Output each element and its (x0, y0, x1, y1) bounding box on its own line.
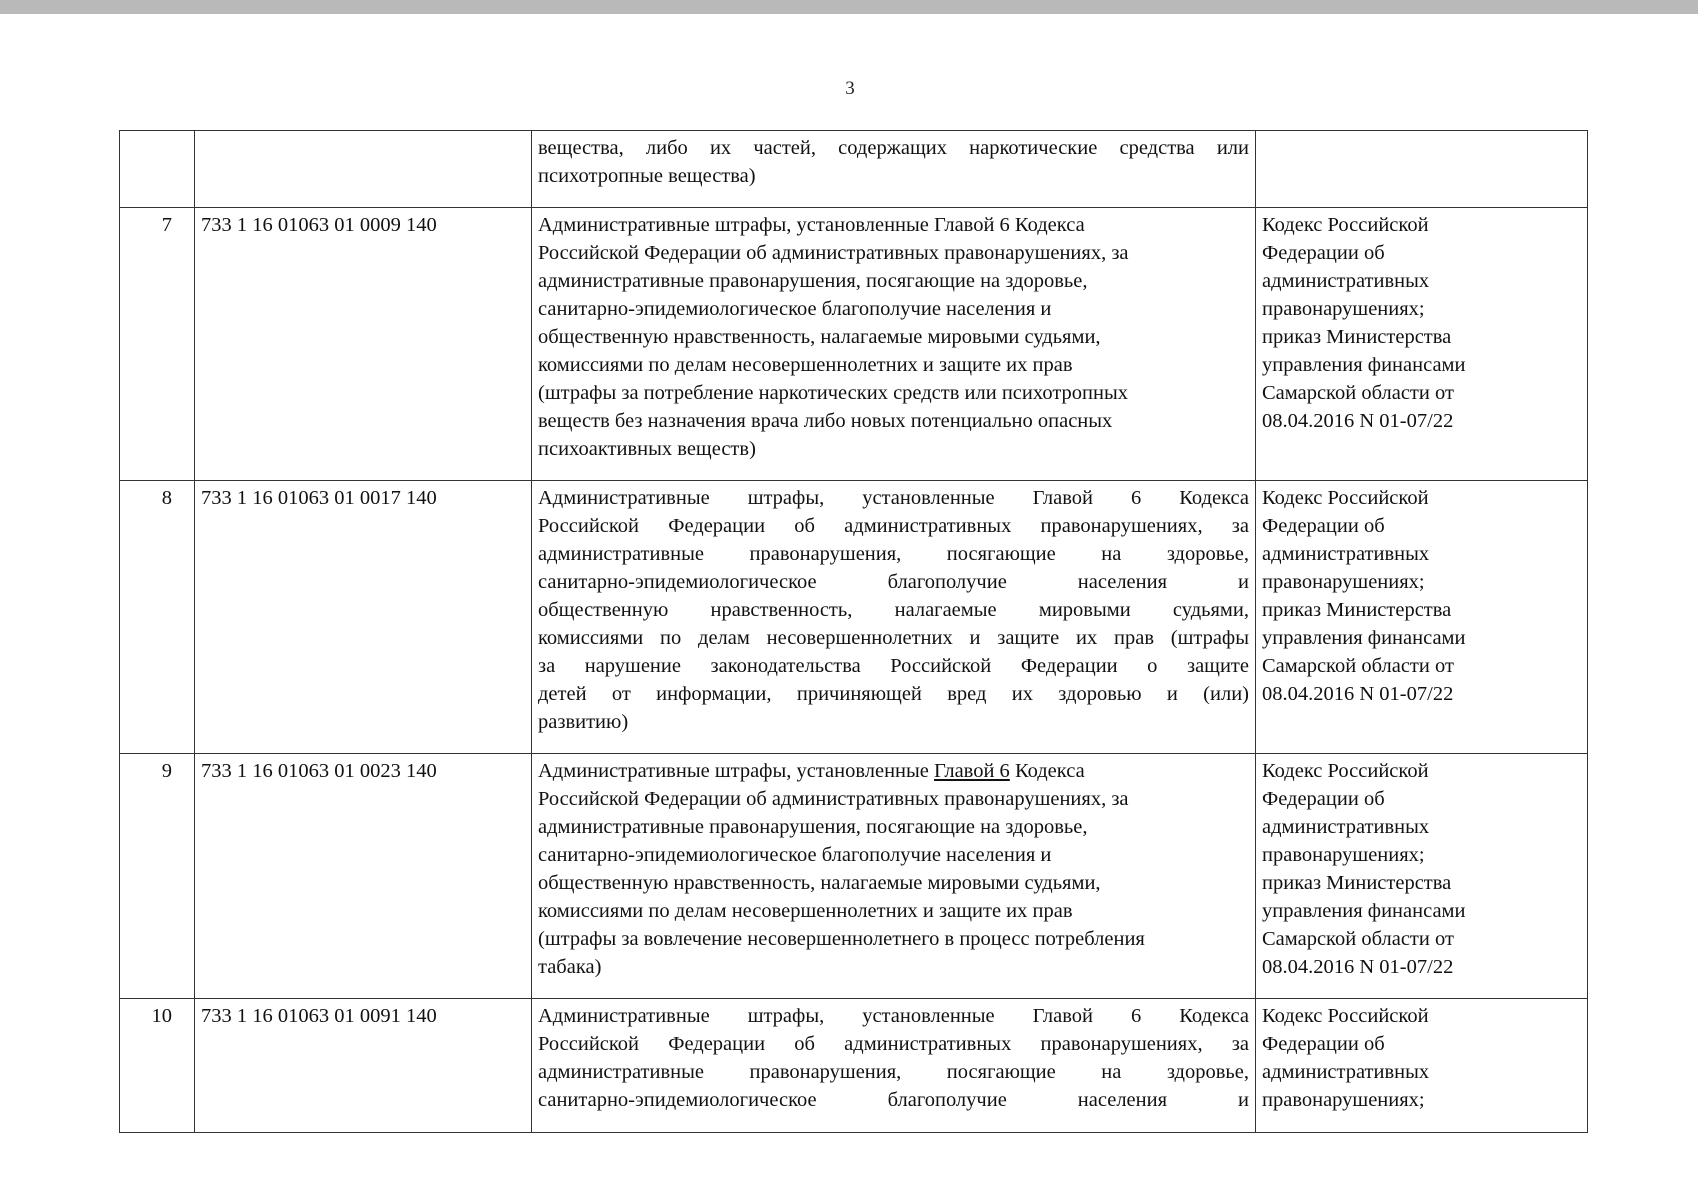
basis-line: 08.04.2016 N 01-07/22 (1262, 683, 1454, 705)
description-line: (штрафы за потребление наркотических средств или психотропных (538, 382, 1128, 404)
description-line: развитию) (538, 711, 629, 733)
table-row (120, 999, 1588, 1133)
description-text: Кодекса (1009, 760, 1085, 782)
description-line: административные правонарушения, посягающие на здоровье, (538, 543, 1249, 565)
description-line: комиссиями по делам несовершеннолетних и защите их прав (538, 900, 1073, 922)
description-cell (532, 131, 1256, 208)
basis-line: управления финансами (1262, 627, 1466, 649)
description-line: Административные штрафы, установленные Главой 6 Кодекса (538, 1005, 1249, 1027)
basis-cell (1256, 754, 1588, 999)
basis-line: 08.04.2016 N 01-07/22 (1262, 410, 1454, 432)
description-line: Российской Федерации об административных правонарушениях, за (538, 1033, 1249, 1055)
table-row (120, 481, 1588, 754)
description-line: (штрафы за вовлечение несовершеннолетнего в процесс потребления (538, 928, 1145, 950)
budget-code: 733 1 16 01063 01 0017 140 (195, 481, 532, 754)
basis-cell (1256, 999, 1588, 1133)
basis-line: правонарушениях; (1262, 298, 1425, 320)
row-number: 10 (120, 999, 195, 1133)
description-line: санитарно-эпидемиологическое благополучие населения и (538, 298, 1052, 320)
basis-line: административных (1262, 270, 1430, 292)
row-number: 8 (120, 481, 195, 754)
description-line: санитарно-эпидемиологическое благополучие населения и (538, 571, 1249, 593)
description-line: общественную нравственность, налагаемые мировыми судьями, (538, 872, 1101, 894)
table-row (120, 754, 1588, 999)
description-first-line (538, 757, 1249, 785)
description-line: Административные штрафы, установленные Главой 6 Кодекса (538, 487, 1249, 509)
basis-line: Самарской области от (1262, 655, 1454, 677)
description-cell (532, 999, 1256, 1133)
basis-line: 08.04.2016 N 01-07/22 (1262, 956, 1454, 978)
basis-line: Самарской области от (1262, 382, 1454, 404)
description-line: детей от информации, причиняющей вред их здоровью и (или) (538, 683, 1249, 705)
basis-line: приказ Министерства (1262, 599, 1452, 621)
description-line: комиссиями по делам несовершеннолетних и защите их прав (538, 354, 1073, 376)
description-line: психоактивных веществ) (538, 438, 756, 460)
basis-line: административных (1262, 543, 1430, 565)
page-number: 3 (845, 78, 855, 99)
basis-line: Самарской области от (1262, 928, 1454, 950)
chapter-link[interactable]: Главой 6 (934, 760, 1010, 782)
description-line: административные правонарушения, посягающие на здоровье, (538, 1061, 1249, 1083)
description-line: комиссиями по делам несовершеннолетних и защите их прав (штрафы (538, 627, 1249, 649)
description-line: общественную нравственность, налагаемые мировыми судьями, (538, 599, 1249, 621)
basis-line: Федерации об (1262, 242, 1385, 264)
description-line: Российской Федерации об административных правонарушениях, за (538, 515, 1249, 537)
description-line: Российской Федерации об административных правонарушениях, за (538, 788, 1129, 810)
budget-codes-table (119, 130, 1588, 1133)
description-line: административные правонарушения, посягающие на здоровье, (538, 816, 1088, 838)
basis-line: Кодекс Российской (1262, 487, 1429, 509)
basis-line: управления финансами (1262, 900, 1466, 922)
table-row (120, 208, 1588, 481)
budget-code: 733 1 16 01063 01 0009 140 (195, 208, 532, 481)
description-line: санитарно-эпидемиологическое благополучие населения и (538, 844, 1052, 866)
description-line: административные правонарушения, посягающие на здоровье, (538, 270, 1088, 292)
basis-cell (1256, 481, 1588, 754)
row-number-cell (120, 131, 195, 208)
scan-top-border (0, 0, 1698, 14)
description-cell (532, 754, 1256, 999)
description-line: за нарушение законодательства Российской Федерации о защите (538, 655, 1249, 677)
basis-line: административных (1262, 816, 1430, 838)
basis-line: приказ Министерства (1262, 326, 1452, 348)
budget-code: 733 1 16 01063 01 0091 140 (195, 999, 532, 1133)
code-cell (195, 131, 532, 208)
budget-code: 733 1 16 01063 01 0023 140 (195, 754, 532, 999)
basis-line: Кодекс Российской (1262, 214, 1429, 236)
row-number: 9 (120, 754, 195, 999)
description-line: табака) (538, 956, 602, 978)
basis-line: Федерации об (1262, 788, 1385, 810)
description-line: психотропные вещества) (538, 165, 756, 187)
basis-line: управления финансами (1262, 354, 1466, 376)
description-cell (532, 481, 1256, 754)
table-row-continuation (120, 131, 1588, 208)
basis-line: правонарушениях; (1262, 844, 1425, 866)
description-cell (532, 208, 1256, 481)
description-line: санитарно-эпидемиологическое благополучие населения и (538, 1089, 1249, 1111)
basis-line: Федерации об (1262, 1033, 1385, 1055)
description-line: вещества, либо их частей, содержащих наркотические средства или (538, 137, 1249, 159)
basis-line: Федерации об (1262, 515, 1385, 537)
basis-line: административных (1262, 1061, 1430, 1083)
basis-line: приказ Министерства (1262, 872, 1452, 894)
description-line: Административные штрафы, установленные Главой 6 Кодекса (538, 214, 1085, 236)
basis-line: Кодекс Российской (1262, 1005, 1429, 1027)
row-number: 7 (120, 208, 195, 481)
basis-cell (1256, 208, 1588, 481)
basis-line: правонарушениях; (1262, 571, 1425, 593)
basis-line: правонарушениях; (1262, 1089, 1425, 1111)
description-line: веществ без назначения врача либо новых потенциально опасных (538, 410, 1113, 432)
description-text: Административные штрафы, установленные (538, 760, 935, 782)
description-line: Российской Федерации об административных правонарушениях, за (538, 242, 1129, 264)
basis-line: Кодекс Российской (1262, 760, 1429, 782)
basis-cell (1256, 131, 1588, 208)
description-line: общественную нравственность, налагаемые мировыми судьями, (538, 326, 1101, 348)
